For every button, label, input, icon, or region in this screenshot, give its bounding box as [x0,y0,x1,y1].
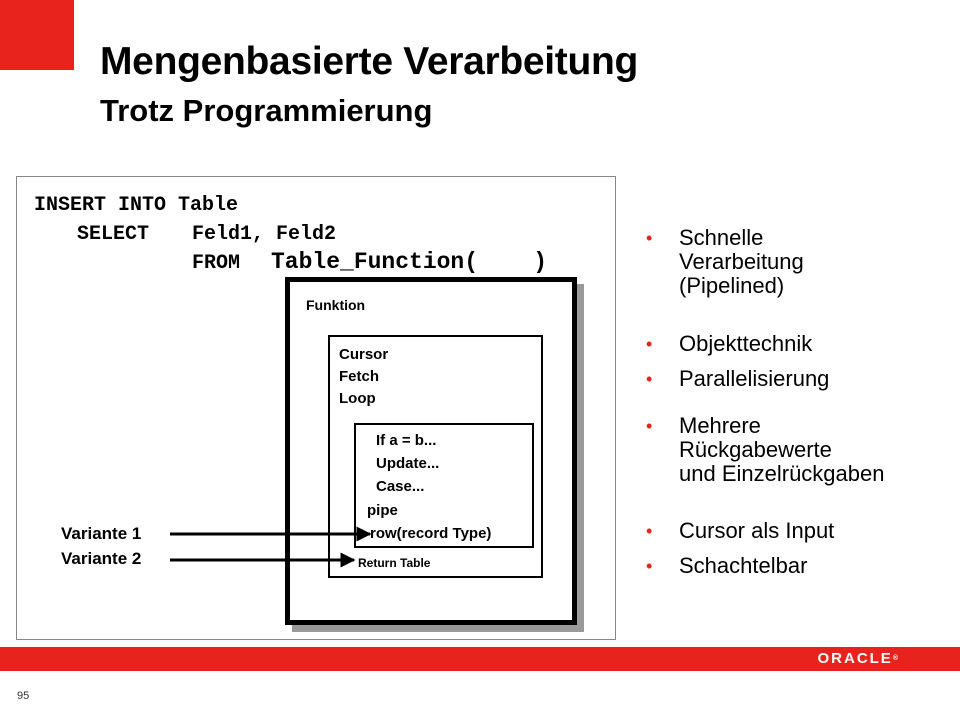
oracle-logo: ORACLE® [817,650,898,667]
code-keyword-from: FROM [192,252,241,275]
pipe-row-label: row(record Type) [370,525,492,542]
variante-2-label: Variante 2 [61,549,142,568]
variante-1-label: Variante 1 [61,524,142,543]
bullet-dot-icon: • [646,369,653,389]
bullet-dot-icon: • [646,521,653,541]
code-line-insert: INSERT INTO Table [34,194,239,217]
pipe-label: pipe [367,502,398,519]
cursor-line-fetch: Fetch [339,368,380,385]
footer-bar [0,647,960,671]
code-keyword-select: SELECT [77,223,150,246]
code-select-fields: Feld1, Feld2 [192,223,337,246]
slide-subtitle: Trotz Programmierung [100,93,433,128]
funktion-label: Funktion [306,297,366,313]
cursor-line-cursor: Cursor [339,346,389,363]
logic-line-if: If a = b... [376,432,437,449]
page-number: 95 [17,690,30,702]
bullet-dot-icon: • [646,334,653,354]
bullet-dot-icon: • [646,416,653,436]
logic-line-case: Case... [376,478,425,495]
bullet-dot-icon: • [646,556,653,576]
return-table-label: Return Table [358,556,431,570]
cursor-line-loop: Loop [339,390,376,407]
logic-line-update: Update... [376,455,440,472]
code-table-function: Table_Function( ) [271,249,548,275]
slide-title: Mengenbasierte Verarbeitung [100,40,639,83]
bullet-dot-icon: • [646,228,653,248]
